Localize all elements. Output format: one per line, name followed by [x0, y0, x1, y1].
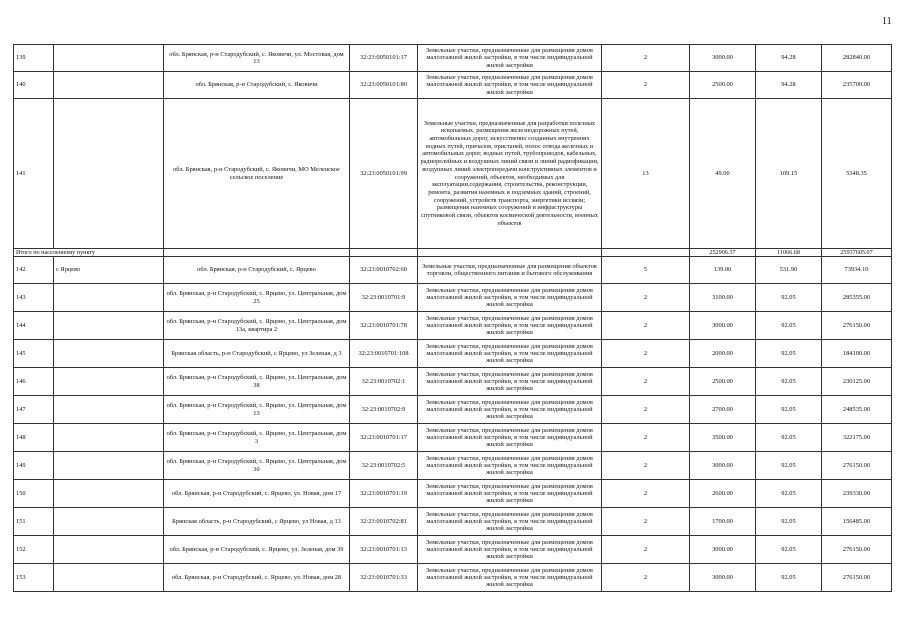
cadastral-number-cell: 32:23:0050101:80 [350, 72, 418, 99]
table-row [14, 508, 892, 536]
land-use-cell: Земельные участки, предназначенные для размещения домов малоэтажной жилой застройки, в том числе индивидуальной жилой застройки [418, 564, 602, 592]
empty-cell [350, 249, 418, 257]
cadastral-cost-cell: 248535.00 [822, 396, 892, 424]
unit-price-cell: 92.05 [756, 284, 822, 312]
cadastral-number-cell: 32:23:0010701:108 [350, 340, 418, 368]
cadastral-number-cell: 32:23:0010701:17 [350, 424, 418, 452]
settlement-cell [54, 564, 164, 592]
use-class-cell: 2 [602, 72, 690, 99]
unit-price-cell: 92.05 [756, 312, 822, 340]
table-row [14, 480, 892, 508]
cadastral-number-cell: 32:23:0050101:99 [350, 99, 418, 249]
land-use-cell: Земельные участки, предназначенные для размещения домов малоэтажной жилой застройки, в том числе индивидуальной жилой застройки [418, 72, 602, 99]
row-number: 150 [14, 480, 54, 508]
use-class-cell: 2 [602, 452, 690, 480]
row-number: 144 [14, 312, 54, 340]
use-class-cell: 5 [602, 257, 690, 284]
address-cell: обл. Брянская, р-н Стародубский, с. Яковичи, ул. Мостовая, дом 13 [164, 45, 350, 72]
row-number: 149 [14, 452, 54, 480]
table-row [14, 564, 892, 592]
cadastral-cost-cell: 184100.00 [822, 340, 892, 368]
use-class-cell: 13 [602, 99, 690, 249]
row-number: 147 [14, 396, 54, 424]
use-class-cell: 2 [602, 564, 690, 592]
table-row [14, 312, 892, 340]
unit-price-cell: 92.05 [756, 564, 822, 592]
cadastral-number-cell: 32:23:0010701:33 [350, 564, 418, 592]
land-use-cell: Земельные участки, предназначенные для размещения домов малоэтажной жилой застройки, в том числе индивидуальной жилой застройки [418, 536, 602, 564]
empty-cell [602, 249, 690, 257]
row-number: 148 [14, 424, 54, 452]
address-cell: обл. Брянская, р-н Стародубский, с. Ярцево, ул. Центральная, дом 38 [164, 368, 350, 396]
table-row [14, 284, 892, 312]
use-class-cell: 2 [602, 508, 690, 536]
land-use-cell: Земельные участки, предназначенные для размещения объектов торговли, общественного питания и бытового обслуживания [418, 257, 602, 284]
unit-price-cell: 109.15 [756, 99, 822, 249]
cadastral-cost-cell: 5348.35 [822, 99, 892, 249]
use-class-cell: 2 [602, 45, 690, 72]
area-cell: 3100.00 [690, 284, 756, 312]
area-cell: 1700.00 [690, 508, 756, 536]
use-class-cell: 2 [602, 340, 690, 368]
table-row [14, 45, 892, 72]
land-use-cell: Земельные участки, предназначенные для размещения домов малоэтажной жилой застройки, в том числе индивидуальной жилой застройки [418, 312, 602, 340]
settlement-cell [54, 72, 164, 99]
address-cell: обл. Брянская, р-н Стародубский, с. Ярцево, ул. Центральная, дом 3 [164, 424, 350, 452]
address-cell: обл. Брянская, р-н Стародубский, с. Ярцево [164, 257, 350, 284]
cadastral-value-table [13, 44, 892, 592]
address-cell: Брянская область, р-н Стародубский, с Ярцево, ул Новая, д 13 [164, 508, 350, 536]
unit-price-cell: 94.28 [756, 45, 822, 72]
settlement-cell [54, 99, 164, 249]
cadastral-number-cell: 32:23:0010701:9 [350, 284, 418, 312]
use-class-cell: 2 [602, 396, 690, 424]
use-class-cell: 2 [602, 312, 690, 340]
row-number: 151 [14, 508, 54, 536]
settlement-cell [54, 284, 164, 312]
area-cell: 2500.00 [690, 368, 756, 396]
unit-price-cell: 92.05 [756, 480, 822, 508]
use-class-cell: 2 [602, 480, 690, 508]
cadastral-cost-cell: 276150.00 [822, 564, 892, 592]
use-class-cell: 2 [602, 284, 690, 312]
address-cell: обл. Брянская, р-н Стародубский, с. Ярцево, ул. Центральная, дом 30 [164, 452, 350, 480]
row-number: 140 [14, 72, 54, 99]
cadastral-cost-cell: 276150.00 [822, 312, 892, 340]
cadastral-cost-cell: 282840.00 [822, 45, 892, 72]
settlement-cell [54, 396, 164, 424]
cadastral-number-cell: 32:23:0010701:78 [350, 312, 418, 340]
table-row [14, 368, 892, 396]
cadastral-cost-cell: 276150.00 [822, 536, 892, 564]
table-row [14, 257, 892, 284]
row-number: 146 [14, 368, 54, 396]
unit-price-cell: 92.05 [756, 340, 822, 368]
cadastral-number-cell: 32:23:0010702:9 [350, 396, 418, 424]
unit-price-cell: 92.05 [756, 452, 822, 480]
area-cell: 3500.00 [690, 424, 756, 452]
address-cell: обл. Брянская, р-н Стародубский, с. Ярцево, ул. Центральная, дом 25 [164, 284, 350, 312]
unit-price-cell: 92.05 [756, 396, 822, 424]
table-row [14, 452, 892, 480]
page-number: 11 [882, 16, 892, 27]
settlement-cell [54, 312, 164, 340]
land-use-cell: Земельные участки, предназначенные для размещения домов малоэтажной жилой застройки, в том числе индивидуальной жилой застройки [418, 368, 602, 396]
area-cell: 3000.00 [690, 312, 756, 340]
empty-cell [418, 249, 602, 257]
settlement-cell [54, 424, 164, 452]
total-label: Итого по населенному пункту [14, 249, 164, 257]
cadastral-cost-cell: 73934.10 [822, 257, 892, 284]
address-cell: обл. Брянская, р-н Стародубский, с. Ярцево, ул. Зеленая, дом 39 [164, 536, 350, 564]
cadastral-cost-cell: 276150.00 [822, 452, 892, 480]
land-use-cell: Земельные участки, предназначенные для разработки полезных ископаемых, размещения железнодорожных путей, автомобильных дорог, искусственно созданных внутренних водных путей, причалов, пристаней, полос отвода железных и автомобильных дорог, водных путей, трубопроводов, кабельных, радиорелейных и воздушных линий связи и линий радиофикации, воздушных линий электропередачи конструктивных элементов и сооружений, объектов, необходимых для эксплуатации,содержания, строительства, реконструкции, ремонта, развития наземных и подземных зданий, строений, сооружений, устройств транспорта, энергетики иссвязи; размещения наземных сооружений и инфраструктуры спутниковой связи, объектов космической деятельности, военных объектов [418, 99, 602, 249]
total-area: 252906.37 [690, 249, 756, 257]
table-row [14, 340, 892, 368]
table-row [14, 424, 892, 452]
cadastral-number-cell: 32:23:0010701:19 [350, 480, 418, 508]
address-cell: обл. Брянская, р-н Стародубский, с. Ярцево, ул. Центральная, дом 13 [164, 396, 350, 424]
cadastral-number-cell: 32:23:0010702:1 [350, 368, 418, 396]
cadastral-cost-cell: 285355.00 [822, 284, 892, 312]
use-class-cell: 2 [602, 424, 690, 452]
table-row [14, 99, 892, 249]
land-use-cell: Земельные участки, предназначенные для размещения домов малоэтажной жилой застройки, в том числе индивидуальной жилой застройки [418, 424, 602, 452]
table-row [14, 536, 892, 564]
total-unit-price: 11066.68 [756, 249, 822, 257]
cadastral-number-cell: 32:23:0010701:13 [350, 536, 418, 564]
settlement-cell [54, 368, 164, 396]
land-use-cell: Земельные участки, предназначенные для размещения домов малоэтажной жилой застройки, в том числе индивидуальной жилой застройки [418, 396, 602, 424]
cadastral-cost-cell: 239330.00 [822, 480, 892, 508]
area-cell: 49.00 [690, 99, 756, 249]
address-cell: Брянская область, р-н Стародубский, с Ярцево, ул Зеленая, д 3 [164, 340, 350, 368]
area-cell: 139.00 [690, 257, 756, 284]
row-number: 141 [14, 99, 54, 249]
settlement-cell [54, 452, 164, 480]
settlement-cell [54, 508, 164, 536]
area-cell: 2700.00 [690, 396, 756, 424]
table-row [14, 72, 892, 99]
cadastral-cost-cell: 235700.00 [822, 72, 892, 99]
address-cell: обл. Брянская, р-н Стародубский, с. Ярцево, ул. Новая, дом 28 [164, 564, 350, 592]
settlement-cell [54, 536, 164, 564]
address-cell: обл. Брянская, р-н Стародубский, с. Яковичи [164, 72, 350, 99]
land-use-cell: Земельные участки, предназначенные для размещения домов малоэтажной жилой застройки, в том числе индивидуальной жилой застройки [418, 45, 602, 72]
settlement-total-row [14, 249, 892, 257]
land-use-cell: Земельные участки, предназначенные для размещения домов малоэтажной жилой застройки, в том числе индивидуальной жилой застройки [418, 284, 602, 312]
settlement-cell [54, 480, 164, 508]
row-number: 143 [14, 284, 54, 312]
cadastral-cost-cell: 156485.00 [822, 508, 892, 536]
cadastral-number-cell: 32:23:0010702:60 [350, 257, 418, 284]
address-cell: обл. Брянская, р-н Стародубский, с. Яковичи, МО Меленское сельское поселение [164, 99, 350, 249]
use-class-cell: 2 [602, 536, 690, 564]
address-cell: обл. Брянская, р-н Стародубский, с. Ярцево, ул. Новая, дом 17 [164, 480, 350, 508]
area-cell: 3000.00 [690, 452, 756, 480]
land-use-cell: Земельные участки, предназначенные для размещения домов малоэтажной жилой застройки, в том числе индивидуальной жилой застройки [418, 508, 602, 536]
area-cell: 2000.00 [690, 340, 756, 368]
unit-price-cell: 92.05 [756, 424, 822, 452]
unit-price-cell: 92.05 [756, 536, 822, 564]
cadastral-cost-cell: 322175.00 [822, 424, 892, 452]
land-use-cell: Земельные участки, предназначенные для размещения домов малоэтажной жилой застройки, в том числе индивидуальной жилой застройки [418, 452, 602, 480]
land-use-cell: Земельные участки, предназначенные для размещения домов малоэтажной жилой застройки, в том числе индивидуальной жилой застройки [418, 340, 602, 368]
unit-price-cell: 92.05 [756, 368, 822, 396]
unit-price-cell: 531.90 [756, 257, 822, 284]
settlement-cell [54, 45, 164, 72]
cadastral-number-cell: 32:23:0010702:5 [350, 452, 418, 480]
cadastral-cost-cell: 230125.00 [822, 368, 892, 396]
unit-price-cell: 94.28 [756, 72, 822, 99]
row-number: 139 [14, 45, 54, 72]
area-cell: 2600.00 [690, 480, 756, 508]
cadastral-number-cell: 32:23:0010702:81 [350, 508, 418, 536]
empty-cell [164, 249, 350, 257]
area-cell: 3000.00 [690, 45, 756, 72]
address-cell: обл. Брянская, р-н Стародубский, с. Ярцево, ул. Центральная, дом 13а, квартира 2 [164, 312, 350, 340]
area-cell: 3000.00 [690, 564, 756, 592]
use-class-cell: 2 [602, 368, 690, 396]
settlement-cell [54, 340, 164, 368]
row-number: 145 [14, 340, 54, 368]
settlement-name: с Ярцево [54, 257, 164, 284]
total-cost: 25937605.07 [822, 249, 892, 257]
row-number: 152 [14, 536, 54, 564]
row-number: 153 [14, 564, 54, 592]
area-cell: 2500.00 [690, 72, 756, 99]
unit-price-cell: 92.05 [756, 508, 822, 536]
table-row [14, 396, 892, 424]
cadastral-number-cell: 32:23:0050101:17 [350, 45, 418, 72]
row-number: 142 [14, 257, 54, 284]
land-use-cell: Земельные участки, предназначенные для размещения домов малоэтажной жилой застройки, в том числе индивидуальной жилой застройки [418, 480, 602, 508]
area-cell: 3000.00 [690, 536, 756, 564]
